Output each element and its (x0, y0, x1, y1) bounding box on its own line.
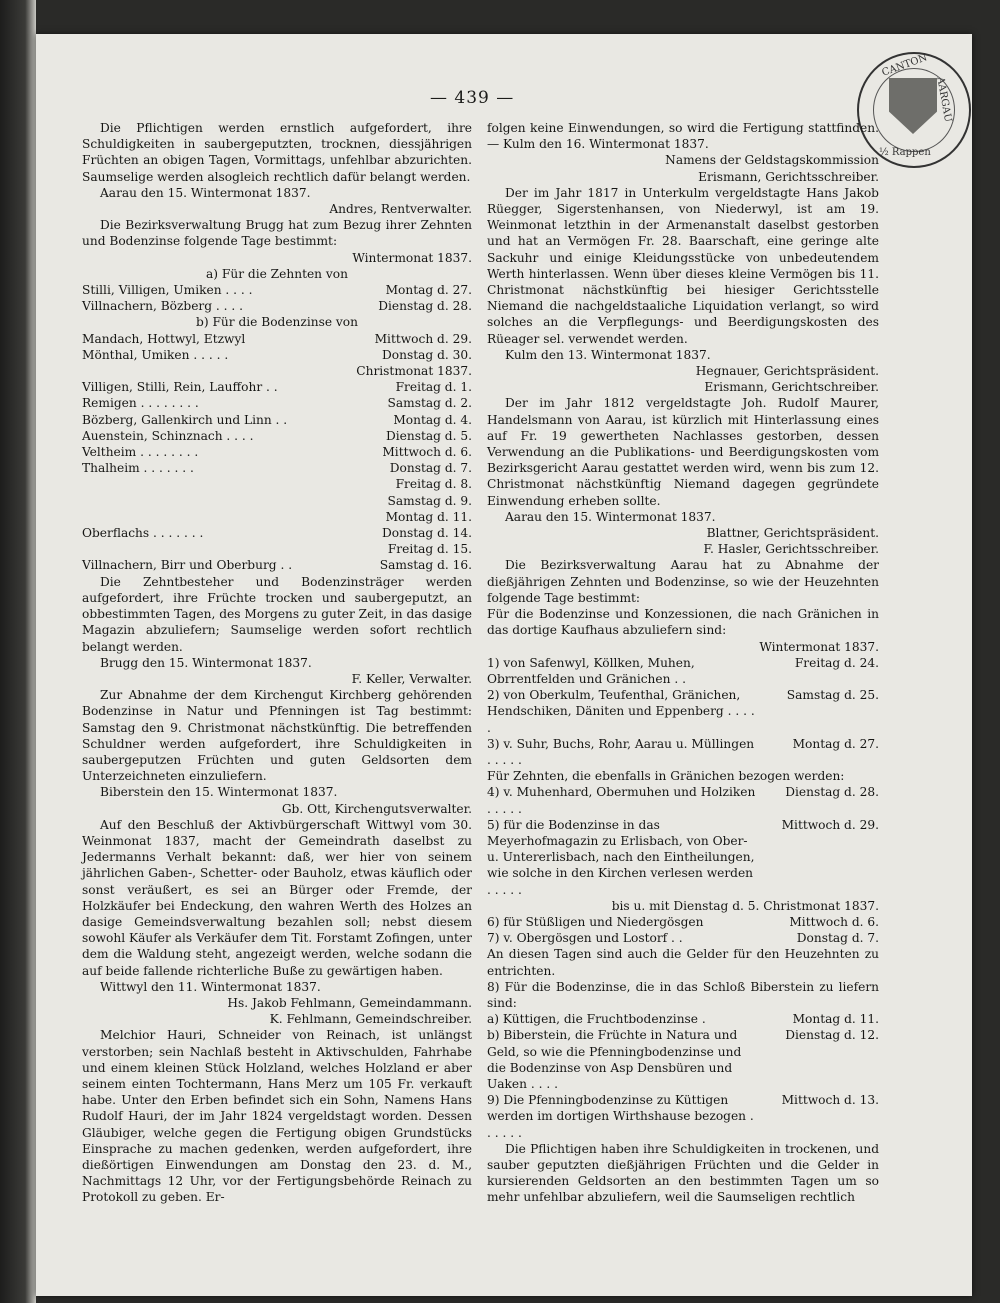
schedule-row: Remigen . . . . . . . . Samstag d. 2. (82, 396, 472, 411)
schedule-item: 6) für Stüßligen und Niedergösgen Mittwoch d. 6. (487, 914, 879, 929)
notice-signature: Erismann, Gerichtsschreiber. (698, 169, 879, 184)
stamp-bottom-text: ½ Rappen (879, 147, 931, 158)
schedule-row: Oberflachs . . . . . . . Donstag d. 14. (82, 526, 472, 541)
schedule-item: b) Biberstein, die Früchte in Natura und Geld, so wie die Pfenningbodenzinse und die Bodenzinse von Asp Densbüren und Uaken . . . . Dienstag d. 12. (487, 1028, 879, 1091)
notice-closing: Die Pflichtigen haben ihre Schuldigkeiten in trockenen, und sauber geputzten dießjährigen Früchten und die Gelder in kursierenden Geldsorten an den bestimmten Tagen um so mehr unfehlbar abzuliefern, weil die Saumseligen rechtlich (487, 1141, 879, 1205)
schedule-item: a) Küttigen, die Fruchtbodenzinse . Montag d. 11. (487, 1012, 879, 1027)
left-column (82, 120, 472, 1206)
schedule-item: 9) Die Pfenningbodenzinse zu Küttigen werden im dortigen Wirthshause bezogen . . . . . . Mittwoch d. 13. (487, 1093, 879, 1140)
schedule-row: Montag d. 11. (385, 509, 472, 524)
schedule-row: Thalheim . . . . . . . Donstag d. 7. (82, 461, 472, 476)
section-heading-b: b) Für die Bodenzinse von (196, 315, 358, 330)
schedule-item: 1) von Safenwyl, Köllken, Muhen, Obrrentfelden und Gränichen . . Freitag d. 24. (487, 655, 879, 686)
notice-hauri: Melchior Hauri, Schneider von Reinach, ist unlängst verstorben; sein Nachlaß besteht in Aktivschulden, Fahrhabe und einem kleinen Stück Holzland, welches Holzland er aber seinem einten Tochtermann, Hans Merz um 105 Fr. verkauft habe. Unter den Erben befindet sich ein Sohn, Namens Hans Rudolf Hauri, der im Jahr 1824 vergeldstagt worden. Dessen Gläubiger, welche gegen die Fertigung obigen Grundstücks Einsprache zu machen gedenken, werden aufgefordert, ihre dießörtigen Einwendungen am Donstag den 23. d. M., Nachmittags 12 Uhr, vor der Fertigungsbehörde Reinach zu Protokoll zu geben. Er- (82, 1028, 472, 1205)
notice-hauri-cont: folgen keine Einwendungen, so wird die Fertigung stattfinden. — Kulm den 16. Wintermonat 1837. (487, 121, 879, 152)
notice-kirchberg: Zur Abnahme der dem Kirchengut Kirchberg gehörenden Bodenzinse in Natur und Pfenningen ist Tag bestimmt: Samstag den 9. Christmonat nächstkünftig. Die betreffenden Schuldner werden aufgefordert, ihre Schuldigkeiten in saubergeputzen Früchten und guten Geldsorten dem Unterzeichneten einzuliefern. (82, 688, 472, 784)
notice-rueegger: Der im Jahr 1817 in Unterkulm vergeldstagte Hans Jakob Rüegger, Sigerstenhansen, von Niederwyl, ist am 19. Weinmonat letzthin in der Armenanstalt daselbst gestorben und hat an Vermögen Fr. 28. Baarschaft, eine geringe alte Sackuhr und einige Kleidungsstücke von unbedeutendem Werth hinterlassen. Wenn über dieses kleine Vermögen bis 11. Christmonat nächstkünftig bei hiesiger Gerichtsstelle Niemand die nachgeldstaaliche Liquidation verlangt, so wird solches an die Verpflegungs- und Beerdigungskosten des Rüeager sel. verwendet werden. (487, 185, 879, 346)
month-heading: Wintermonat 1837. (352, 250, 472, 265)
schedule-continuation: bis u. mit Dienstag d. 5. Christmonat 1837. (611, 898, 879, 913)
schedule-item: 4) v. Muhenhard, Obermuhen und Holziken . . . . . Dienstag d. 28. (487, 785, 879, 816)
schedule-item: 5) für die Bodenzinse in das Meyerhofmagazin zu Erlisbach, von Ober- u. Untererlisbach, nach den Eintheilungen, wie solche in den Kirchen verlesen werden . . . . . Mittwoch d. 29. (487, 817, 879, 897)
notice-aarau-rent: Die Pflichtigen werden ernstlich aufgefordert, ihre Schuldigkeiten in saubergeputzten, trocknen, diessjährigen Früchten an obigen Tagen, Vormittags, unfehlbar abzurichten. Saumselige werden alsogleich rechtlich dafür belangt werden. (82, 121, 472, 184)
notice-signature: Erismann, Gerichtschreiber. (704, 380, 879, 395)
stamp-top-text: CANTON (880, 52, 929, 79)
schedule-row: Villnachern, Bözberg . . . . Dienstag d. 28. (82, 299, 472, 314)
notice-brugg: Die Bezirksverwaltung Brugg hat zum Bezug ihrer Zehnten und Bodenzinse folgende Tage bestimmt: (82, 218, 472, 249)
notice-signature: Gb. Ott, Kirchengutsverwalter. (281, 801, 472, 816)
notice-signature: F. Hasler, Gerichtsschreiber. (703, 542, 879, 557)
schedule-item: 3) v. Suhr, Buchs, Rohr, Aarau u. Müllingen . . . . . Montag d. 27. (487, 736, 879, 767)
schedule-row: Mönthal, Umiken . . . . . Donstag d. 30. (82, 347, 472, 362)
heuzehnten-note: An diesen Tagen sind auch die Gelder für den Heuzehnten zu entrichten. (487, 947, 879, 978)
notice-brugg-instructions: Die Zehntbesteher und Bodenzinsträger werden aufgefordert, ihre Früchte trocken und saubergeputzt, an obbestimmten Tagen, des Morgens zu guter Zeit, in das dasige Magazin abzuliefern; Saumselige werden sofort rechtlich belangt werden. (82, 574, 472, 654)
notice-date: Brugg den 15. Wintermonat 1837. (100, 655, 312, 670)
notice-signature: Andres, Rentverwalter. (329, 202, 472, 217)
notice-date: Biberstein den 15. Wintermonat 1837. (100, 785, 338, 800)
notice-maurer: Der im Jahr 1812 vergeldstagte Joh. Rudolf Maurer, Handelsmann von Aarau, ist kürzlich mit Hinterlassung eines auf Fr. 19 gewertheten Nachlasses gestorben, dessen Verwendung an die Publikations- und Beerdigungskosten vom Bezirksgericht Aarau gestattet werden wird, wenn bis zum 12. Christmonat nächstkünftig Niemand dagegen gegründete Einwendung erheben sollte. (487, 396, 879, 508)
notice-wittwyl: Auf den Beschluß der Aktivbürgerschaft Wittwyl vom 30. Weinmonat 1837, macht der Gemeindrath daselbst zu Jedermanns Verhalt bekannt: daß, wer hier von seinem jährlichen Gaben-, Schetter- oder Bauholz, etwas käuflich oder sonst veräußert, es sei an Bürger oder Fremde, der Holzkäufer bei Endeckung, den wahren Werth des Holzes an dasige Gemeindsverwaltung bezahlen soll; nebst diesem sowohl Käufer als Verkäufer dem Tit. Forstamt Zofingen, unter dem die Waldung steht, angezeigt werden, welche sodann die auf beide fallende richterliche Buße zu gewärtigen haben. (82, 817, 472, 978)
schedule-row: Samstag d. 9. (387, 493, 472, 508)
schedule-item: 7) v. Obergösgen und Lostorf . . Donstag d. 7. (487, 931, 879, 946)
notice-date: Kulm den 13. Wintermonat 1837. (505, 347, 711, 362)
notice-date: Aarau den 15. Wintermonat 1837. (100, 185, 311, 200)
schedule-row: Auenstein, Schinznach . . . . Dienstag d. 5. (82, 428, 472, 443)
notice-signature: K. Fehlmann, Gemeindschreiber. (269, 1012, 472, 1027)
biberstein-heading: 8) Für die Bodenzinse, die in das Schloß Biberstein zu liefern sind: (487, 979, 879, 1010)
binding-gutter (0, 0, 36, 1303)
notice-date: Wittwyl den 11. Wintermonat 1837. (100, 979, 321, 994)
schedule-row: Freitag d. 8. (395, 477, 472, 492)
notice-date: Aarau den 15. Wintermonat 1837. (505, 509, 716, 524)
notice-signature: Blattner, Gerichtspräsident. (706, 526, 879, 541)
month-heading: Christmonat 1837. (356, 364, 472, 379)
schedule-row: Veltheim . . . . . . . . Mittwoch d. 6. (82, 445, 472, 460)
schedule-row: Bözberg, Gallenkirch und Linn . . Montag d. 4. (82, 412, 472, 427)
notice-aarau-zehnten: Die Bezirksverwaltung Aarau hat zu Abnahme der dießjährigen Zehnten und Bodenzinse, so wie der Heuzehnten folgende Tage bestimmt: (487, 558, 879, 605)
notice-subheading: Für die Bodenzinse und Konzessionen, die nach Gränichen in das dortige Kaufhaus abzuliefern sind: (487, 607, 879, 638)
section-heading-a: a) Für die Zehnten von (206, 266, 348, 281)
schedule-row: Villigen, Stilli, Rein, Lauffohr . . Freitag d. 1. (82, 380, 472, 395)
notice-signature: Hs. Jakob Fehlmann, Gemeindammann. (227, 995, 472, 1010)
notice-signature: Namens der Geldstagskommission (665, 153, 879, 168)
stamp-side-text: AARGAU (934, 76, 954, 123)
notice-signature: Hegnauer, Gerichtspräsident. (695, 364, 879, 379)
month-heading: Wintermonat 1837. (759, 639, 879, 654)
schedule-row: Mandach, Hottwyl, Etzwyl Mittwoch d. 29. (82, 331, 472, 346)
schedule-row: Villnachern, Birr und Oberburg . . Samstag d. 16. (82, 558, 472, 573)
right-column (487, 120, 879, 1206)
schedule-item: 2) von Oberkulm, Teufenthal, Gränichen, Hendschiken, Däniten und Eppenberg . . . . . Samstag d. 25. (487, 688, 879, 735)
page-number: — 439 — (430, 88, 515, 108)
schedule-row: Stilli, Villigen, Umiken . . . . Montag d. 27. (82, 283, 472, 298)
schedule-row: Freitag d. 15. (387, 542, 472, 557)
notice-signature: F. Keller, Verwalter. (351, 671, 472, 686)
zehnten-heading: Für Zehnten, die ebenfalls in Gränichen bezogen werden: (487, 769, 845, 784)
